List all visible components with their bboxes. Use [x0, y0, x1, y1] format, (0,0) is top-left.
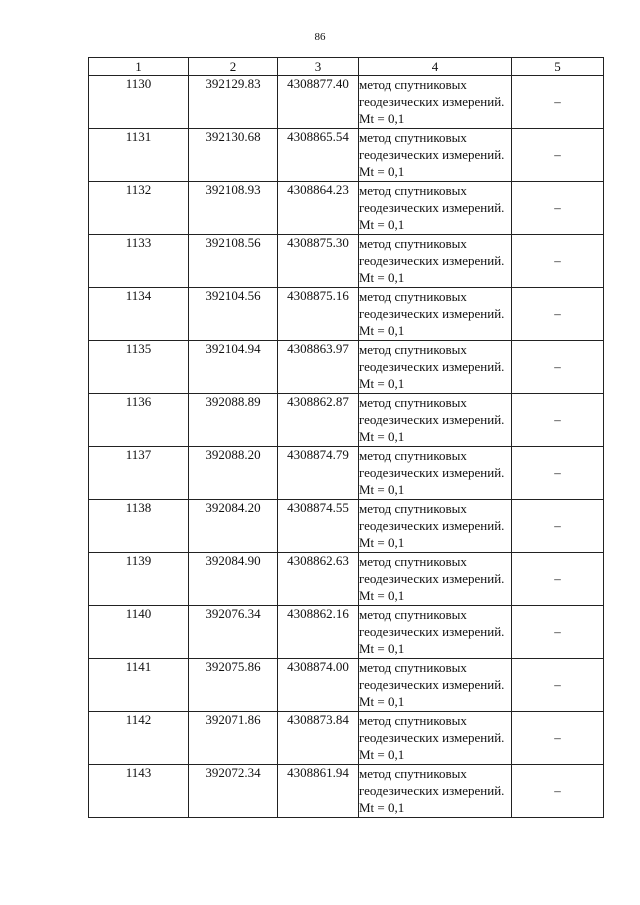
note-cell: – [512, 288, 604, 341]
table-row [89, 288, 604, 341]
method-cell: метод спутниковых геодезических измерений. Mt = 0,1 [359, 765, 512, 818]
table-row [89, 129, 604, 182]
column-header-5: 5 [512, 58, 604, 76]
point-number-cell: 1138 [89, 500, 189, 553]
x-coordinate-cell: 392104.94 [189, 341, 278, 394]
point-number-cell: 1143 [89, 765, 189, 818]
table-row [89, 659, 604, 712]
table-row [89, 341, 604, 394]
note-cell: – [512, 182, 604, 235]
y-coordinate-cell: 4308877.40 [278, 76, 359, 129]
column-header-3: 3 [278, 58, 359, 76]
column-header-2: 2 [189, 58, 278, 76]
method-cell: метод спутниковых геодезических измерений. Mt = 0,1 [359, 553, 512, 606]
y-coordinate-cell: 4308861.94 [278, 765, 359, 818]
table-body [89, 76, 604, 818]
x-coordinate-cell: 392088.20 [189, 447, 278, 500]
x-coordinate-cell: 392108.93 [189, 182, 278, 235]
x-coordinate-cell: 392084.20 [189, 500, 278, 553]
x-coordinate-cell: 392129.83 [189, 76, 278, 129]
table-row [89, 606, 604, 659]
method-cell: метод спутниковых геодезических измерений. Mt = 0,1 [359, 606, 512, 659]
method-cell: метод спутниковых геодезических измерений. Mt = 0,1 [359, 129, 512, 182]
point-number-cell: 1135 [89, 341, 189, 394]
table-row [89, 553, 604, 606]
x-coordinate-cell: 392130.68 [189, 129, 278, 182]
note-cell: – [512, 394, 604, 447]
method-cell: метод спутниковых геодезических измерений. Mt = 0,1 [359, 394, 512, 447]
method-cell: метод спутниковых геодезических измерений. Mt = 0,1 [359, 447, 512, 500]
y-coordinate-cell: 4308874.79 [278, 447, 359, 500]
y-coordinate-cell: 4308875.16 [278, 288, 359, 341]
point-number-cell: 1131 [89, 129, 189, 182]
point-number-cell: 1141 [89, 659, 189, 712]
x-coordinate-cell: 392076.34 [189, 606, 278, 659]
point-number-cell: 1136 [89, 394, 189, 447]
note-cell: – [512, 129, 604, 182]
method-cell: метод спутниковых геодезических измерений. Mt = 0,1 [359, 659, 512, 712]
note-cell: – [512, 659, 604, 712]
y-coordinate-cell: 4308865.54 [278, 129, 359, 182]
x-coordinate-cell: 392104.56 [189, 288, 278, 341]
note-cell: – [512, 341, 604, 394]
table-row [89, 447, 604, 500]
method-cell: метод спутниковых геодезических измерений. Mt = 0,1 [359, 341, 512, 394]
table-row [89, 765, 604, 818]
point-number-cell: 1132 [89, 182, 189, 235]
note-cell: – [512, 235, 604, 288]
x-coordinate-cell: 392084.90 [189, 553, 278, 606]
y-coordinate-cell: 4308874.55 [278, 500, 359, 553]
method-cell: метод спутниковых геодезических измерений. Mt = 0,1 [359, 288, 512, 341]
table-row [89, 76, 604, 129]
note-cell: – [512, 500, 604, 553]
point-number-cell: 1134 [89, 288, 189, 341]
method-cell: метод спутниковых геодезических измерений. Mt = 0,1 [359, 182, 512, 235]
point-number-cell: 1142 [89, 712, 189, 765]
y-coordinate-cell: 4308862.87 [278, 394, 359, 447]
table-header-row [89, 58, 604, 76]
point-number-cell: 1133 [89, 235, 189, 288]
y-coordinate-cell: 4308874.00 [278, 659, 359, 712]
note-cell: – [512, 765, 604, 818]
column-header-4: 4 [359, 58, 512, 76]
method-cell: метод спутниковых геодезических измерений. Mt = 0,1 [359, 235, 512, 288]
y-coordinate-cell: 4308863.97 [278, 341, 359, 394]
point-number-cell: 1140 [89, 606, 189, 659]
y-coordinate-cell: 4308862.16 [278, 606, 359, 659]
page-number: 86 [314, 31, 326, 43]
point-number-cell: 1137 [89, 447, 189, 500]
note-cell: – [512, 76, 604, 129]
x-coordinate-cell: 392071.86 [189, 712, 278, 765]
method-cell: метод спутниковых геодезических измерений. Mt = 0,1 [359, 712, 512, 765]
table-row [89, 182, 604, 235]
note-cell: – [512, 712, 604, 765]
y-coordinate-cell: 4308873.84 [278, 712, 359, 765]
x-coordinate-cell: 392072.34 [189, 765, 278, 818]
x-coordinate-cell: 392075.86 [189, 659, 278, 712]
y-coordinate-cell: 4308875.30 [278, 235, 359, 288]
note-cell: – [512, 606, 604, 659]
table-row [89, 500, 604, 553]
point-number-cell: 1130 [89, 76, 189, 129]
x-coordinate-cell: 392108.56 [189, 235, 278, 288]
table-row [89, 235, 604, 288]
x-coordinate-cell: 392088.89 [189, 394, 278, 447]
column-header-1: 1 [89, 58, 189, 76]
point-number-cell: 1139 [89, 553, 189, 606]
note-cell: – [512, 553, 604, 606]
note-cell: – [512, 447, 604, 500]
coordinates-table [88, 57, 604, 818]
y-coordinate-cell: 4308864.23 [278, 182, 359, 235]
table-row [89, 394, 604, 447]
method-cell: метод спутниковых геодезических измерений. Mt = 0,1 [359, 500, 512, 553]
y-coordinate-cell: 4308862.63 [278, 553, 359, 606]
table-row [89, 712, 604, 765]
method-cell: метод спутниковых геодезических измерений. Mt = 0,1 [359, 76, 512, 129]
